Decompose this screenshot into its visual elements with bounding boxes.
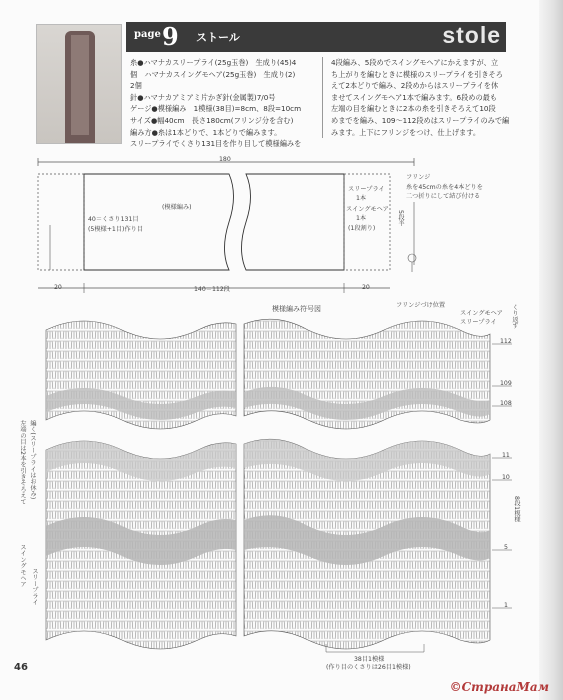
stole-outline-diagram: [14, 150, 524, 300]
row-number-5: 5: [504, 544, 508, 551]
pattern-label: (模様編み): [162, 204, 192, 211]
stole-photo: [36, 24, 122, 144]
row-number-108: 108: [500, 400, 512, 407]
materials-line: ゲージ●模様編み 1模様(38目)=8cm、8段=10cm: [130, 104, 302, 114]
bottom-repeat-label: 38目1模様: [354, 656, 385, 663]
title-japanese: ストール: [196, 31, 240, 44]
left-mohair-label: スイングモヘア: [19, 544, 26, 588]
fringe-label-3ply-count: 1本: [356, 195, 367, 202]
fringe-side-label: 5段半: [397, 210, 404, 227]
page-label: page: [134, 29, 161, 40]
fringe-note: 糸を45cmの糸を4本どりを: [406, 184, 483, 191]
steps-line: 4段編み、5段めでスイングモヘアにかえますが、立: [331, 58, 499, 67]
fringe-position-label: フリンジづけ位置: [396, 302, 446, 309]
watermark-text: ©СтранаМам: [449, 680, 549, 694]
height-label: 40＝くさり131目: [88, 216, 139, 223]
steps-line: 左端の目を編むときに2本の糸を引きそろえて10段: [331, 104, 496, 114]
fringe-label-mohair: スイングモヘア: [346, 206, 389, 213]
steps-column: [322, 57, 510, 138]
steps-line: えて2本どりで編み、2段めからはスリープライを休: [331, 81, 499, 91]
stitch-chart-svg: [14, 300, 524, 670]
materials-line: 針●ハマナカアミアミ片かぎ針(金属製)7/0号: [130, 92, 276, 102]
materials-line: 個 ハマナカスイングモヘア(25g玉巻) 生成り(2): [130, 69, 296, 79]
height-sub-label: (5模様+1目)作り目: [88, 226, 144, 233]
materials-line: スリープライでくさり131目を作り目して模様編みを: [130, 139, 302, 149]
steps-line: めまでを編み、109～112段めはスリープライのみで編: [331, 115, 510, 125]
fringe-label-rows: (1段割り): [348, 225, 376, 232]
row-number-112: 112: [500, 338, 512, 345]
threeply-label: スリープライ: [460, 319, 497, 326]
page-number: 9: [162, 22, 179, 51]
page-binding-shadow: [539, 0, 563, 700]
fringe-note: 二つ折りにして結び付ける: [406, 193, 481, 200]
fringe-label-mohair-count: 1本: [356, 215, 367, 222]
steps-line: みます。上下にフリンジをつけ、仕上げます。: [331, 127, 481, 137]
materials-line: 2個: [130, 81, 142, 91]
materials-column: [130, 57, 313, 150]
bottom-mid-dimension: 140＝112段: [194, 286, 230, 293]
bottom-right-dimension: 20: [362, 284, 370, 291]
left-note: 左端の目は2本を引きそろえて: [19, 420, 26, 505]
bottom-note: (作り目のくさりは26目1模様): [326, 664, 411, 671]
left-threeply-label: スリープライ: [31, 568, 38, 606]
row-number-109: 109: [500, 380, 512, 387]
mohair-label: スイングモヘア: [460, 310, 503, 317]
left-note: 編く(スリープライはお休み): [29, 420, 36, 500]
stitch-chart-diagram: [14, 300, 524, 670]
row-number-1: 1: [504, 602, 508, 609]
row-repeat-label: 8段1模様: [513, 496, 520, 523]
repeat-right-label: くり返す: [511, 304, 518, 329]
chart-title: 模様編み符号図: [272, 305, 321, 313]
width-dimension: 180: [219, 156, 231, 163]
materials-line: 編み方●糸は1本どりで、1本どりで編みます。: [130, 127, 282, 137]
stole-photo-scarf-highlight: [71, 35, 89, 135]
fringe-title: フリンジ: [406, 174, 431, 181]
steps-line: ませてスイングモヘア1本で編みます。6段めの最も: [331, 92, 498, 102]
row-number-10: 10: [502, 474, 510, 481]
materials-line: 糸●ハマナカスリープライ(25g玉巻) 生成り(45)4: [130, 58, 297, 67]
row-number-11: 11: [502, 452, 510, 459]
fringe-label-3ply: スリープライ: [348, 186, 385, 193]
bottom-left-dimension: 20: [54, 284, 62, 291]
page-folio: 46: [14, 662, 28, 673]
steps-line: ち上がりを編むときに模様のスリープライを引きそろ: [331, 69, 503, 79]
materials-line: サイズ●幅40cm 長さ180cm(フリンジ分を含む): [130, 115, 294, 125]
title-english: stole: [442, 22, 501, 48]
